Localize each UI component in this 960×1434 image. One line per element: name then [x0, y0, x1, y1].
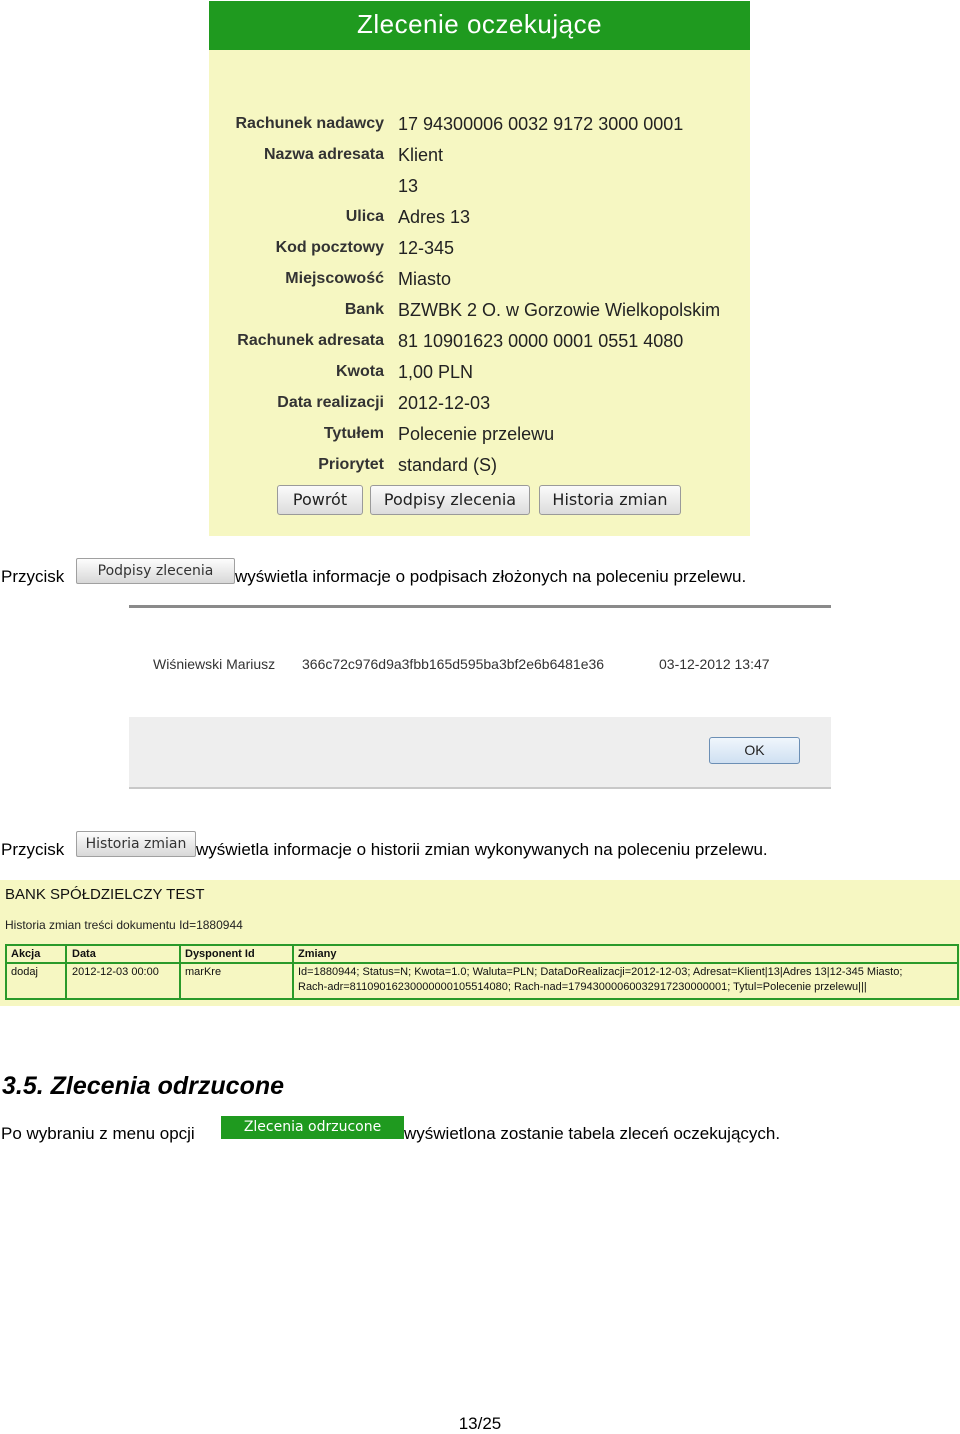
signature-datetime: 03-12-2012 13:47	[659, 656, 770, 672]
panel-title: Zlecenie oczekujące	[209, 1, 750, 50]
cell-changes: Rach-adr=81109016230000000105514080; Rach-nad=17943000060032917230000001; Tytul=Polecenie przelewu|||	[298, 981, 867, 993]
paragraph-prefix: Po wybraniu z menu opcji	[1, 1124, 195, 1143]
field-value: BZWBK 2 O. w Gorzowie Wielkopolskim	[398, 300, 721, 320]
field-label: Priorytet	[318, 456, 384, 473]
field-label: Data realizacji	[277, 394, 384, 411]
paragraph-prefix: Przycisk	[1, 840, 65, 859]
field-value: standard (S)	[398, 455, 498, 475]
signer-name: Wiśniewski Mariusz	[153, 656, 276, 672]
field-value: Polecenie przelewu	[398, 424, 555, 444]
field-value: Adres 13	[398, 207, 471, 227]
paragraph-text: wyświetla informacje o historii zmian wykonywanych na poleceniu przelewu.	[196, 840, 768, 859]
field-label: Rachunek adresata	[237, 332, 384, 349]
field-value: 81 10901623 0000 0001 0551 4080	[398, 331, 684, 351]
history-title: Historia zmian treści dokumentu Id=1880944	[5, 918, 243, 932]
column-divider	[65, 946, 67, 998]
column-divider	[292, 946, 294, 998]
cell-changes: Id=1880944; Status=N; Kwota=1.0; Waluta=PLN; DataDoRealizacji=2012-12-03; Adresat=Klient|13|Adres 13|12-345 Miasto;	[298, 966, 903, 978]
ok-button[interactable]: OK	[709, 737, 800, 764]
page-number: 13/25	[458, 1414, 502, 1433]
signature-dialog	[129, 605, 831, 788]
history-panel	[0, 880, 960, 1006]
field-label: Nazwa adresata	[263, 146, 384, 163]
cell-action: dodaj	[11, 966, 38, 978]
cell-dysponent: marKre	[185, 966, 222, 978]
bank-name: BANK SPÓŁDZIELCZY TEST	[5, 886, 205, 903]
paragraph-text: wyświetlona zostanie tabela zleceń oczekujących.	[404, 1124, 781, 1143]
field-value: Miasto	[398, 269, 452, 289]
field-label: Bank	[344, 301, 384, 318]
history-button-inline: Historia zmian	[76, 831, 196, 857]
rejected-orders-menu-option: Zlecenia odrzucone	[221, 1116, 404, 1139]
signatures-button-inline: Podpisy zlecenia	[76, 558, 235, 584]
signatures-button[interactable]: Podpisy zlecenia	[370, 485, 530, 515]
field-value: 1,00 PLN	[398, 362, 474, 382]
paragraph-text: wyświetla informacje o podpisach złożonych na poleceniu przelewu.	[235, 567, 747, 586]
back-button[interactable]: Powrót	[277, 485, 363, 515]
paragraph-prefix: Przycisk	[1, 567, 65, 586]
cell-date: 2012-12-03 00:00	[72, 966, 159, 978]
field-label: Ulica	[345, 208, 384, 225]
column-header: Akcja	[11, 948, 41, 960]
column-divider	[179, 946, 181, 998]
section-title: 3.5. Zlecenia odrzucone	[2, 1072, 285, 1100]
field-label: Rachunek nadawcy	[235, 115, 384, 132]
field-value: 12-345	[398, 238, 455, 258]
field-value: Klient	[398, 145, 444, 165]
column-header: Data	[72, 948, 96, 960]
field-value: 13	[398, 176, 419, 196]
column-header: Zmiany	[298, 948, 337, 960]
divider	[129, 605, 831, 608]
history-table	[5, 944, 959, 1000]
signature-hash: 366c72c976d9a3fbb165d595ba3bf2e6b6481e36	[302, 656, 605, 672]
column-header: Dysponent Id	[185, 948, 255, 960]
field-label: Miejscowość	[285, 270, 384, 287]
pending-order-panel	[209, 1, 750, 536]
field-value: 17 94300006 0032 9172 3000 0001	[398, 114, 684, 134]
field-label: Kwota	[336, 363, 384, 380]
field-label: Kod pocztowy	[275, 239, 384, 256]
field-value: 2012-12-03	[398, 393, 491, 413]
header-divider	[7, 962, 957, 964]
field-label: Tytułem	[323, 425, 384, 442]
history-button[interactable]: Historia zmian	[539, 485, 681, 515]
